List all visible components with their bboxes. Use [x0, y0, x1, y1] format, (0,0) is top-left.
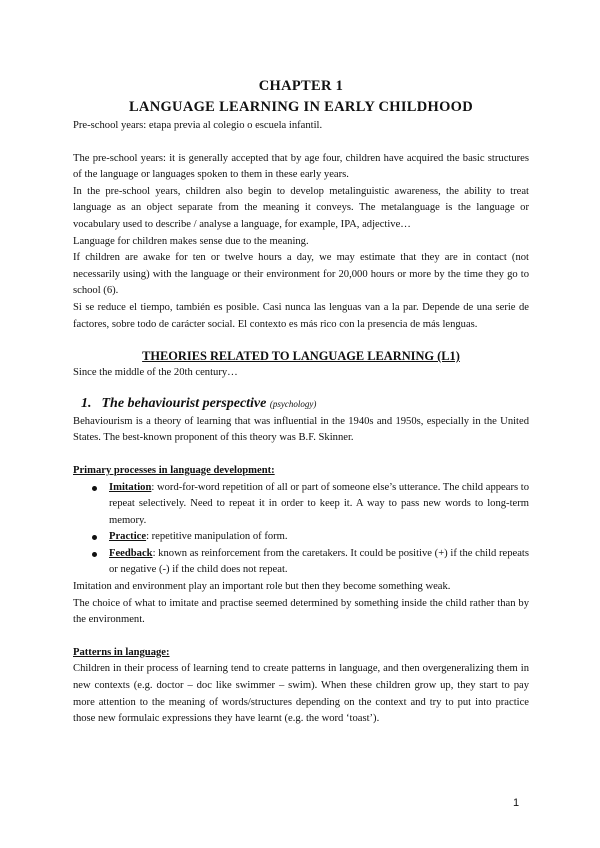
paragraph-metalinguistic: In the pre-school years, children also begin to develop metalinguistic awareness, the ability to treat language as an object separate from the meaning it conveys. The metalanguage is the language or vocabulary used to describe / analyse a language, for example, IPA, adjective… — [73, 185, 529, 230]
behaviourist-title: The behaviourist perspective — [101, 395, 267, 411]
text-imitation: : word-for-word repetition of all or part of someone else’s utterance. The child appears to repeat selectively. Need to repeat it in order to keep it. A way to pass new words to long-term memory. — [109, 481, 529, 526]
behaviourist-number: 1. — [81, 395, 92, 411]
theories-heading: THEORIES RELATED TO LANGUAGE LEARNING (L1) — [142, 349, 460, 364]
term-imitation: Imitation — [109, 481, 152, 493]
behaviourist-note: (psychology) — [269, 398, 317, 409]
page-number: 1 — [513, 797, 520, 809]
term-practice: Practice — [109, 531, 147, 543]
primary-processes-list — [73, 480, 529, 580]
primary-processes-heading: Primary processes in language development: — [73, 464, 275, 476]
intro-line: Pre-school years: etapa previa al colegio o escuela infantil. — [73, 120, 323, 131]
patterns-text: Children in their process of learning tend to create patterns in language, and then overgeneralizing them in new contexts (e.g. doctor – doc like swimmer – swim). When these children grow up, they start to pay more attention to the meaning of words/structures depending on the context and try to put into practice those new formulaic expressions they have learnt (e.g. the word ‘toast’). — [73, 663, 529, 725]
term-feedback: Feedback — [109, 547, 153, 559]
behaviourist-heading — [81, 394, 529, 414]
patterns-heading: Patterns in language: — [73, 646, 170, 658]
text-feedback: : known as reinforcement from the caretakers. It could be positive (+) if the child repeats or negative (-) if the child does not repeat. — [109, 547, 529, 576]
chapter-label: CHAPTER 1 — [258, 78, 344, 94]
text-practice: : repetitive manipulation of form. — [146, 531, 288, 543]
behaviourist-description: Behaviourism is a theory of learning that was influential in the 1940s and 1950s, especially in the United States. The best-known proponent of this theory was B.F. Skinner. — [73, 415, 529, 444]
chapter-title: LANGUAGE LEARNING IN EARLY CHILDHOOD — [128, 99, 474, 115]
list-item-imitation — [109, 480, 529, 530]
paragraph-choice: The choice of what to imitate and practise seemed determined by something inside the child rather than by the environment. — [73, 597, 529, 626]
paragraph-spanish-note: Si se reduce el tiempo, también es posible. Casi nunca las lenguas van a la par. Depende de una serie de factores, sobre todo de carácter social. El contexto es más rico con la presencia de más lenguas. — [73, 301, 529, 330]
page-content — [73, 76, 529, 728]
paragraph-meaning: Language for children makes sense due to the meaning. — [73, 235, 309, 247]
paragraph-imitation-environment: Imitation and environment play an important role but then they become something weak. — [73, 581, 451, 593]
list-item-feedback — [109, 546, 529, 579]
list-item-practice — [109, 529, 529, 546]
theories-since: Since the middle of the 20th century… — [73, 367, 238, 379]
paragraph-pre-school: The pre-school years: it is generally accepted that by age four, children have acquired the basic structures of the language or languages spoken to them in these early years. — [73, 152, 529, 181]
paragraph-contact-hours: If children are awake for ten or twelve hours a day, we may estimate that they are in contact (not necessarily using) with the language or their environment for 20,000 hours or more by the time they go to school (6). — [73, 252, 529, 297]
